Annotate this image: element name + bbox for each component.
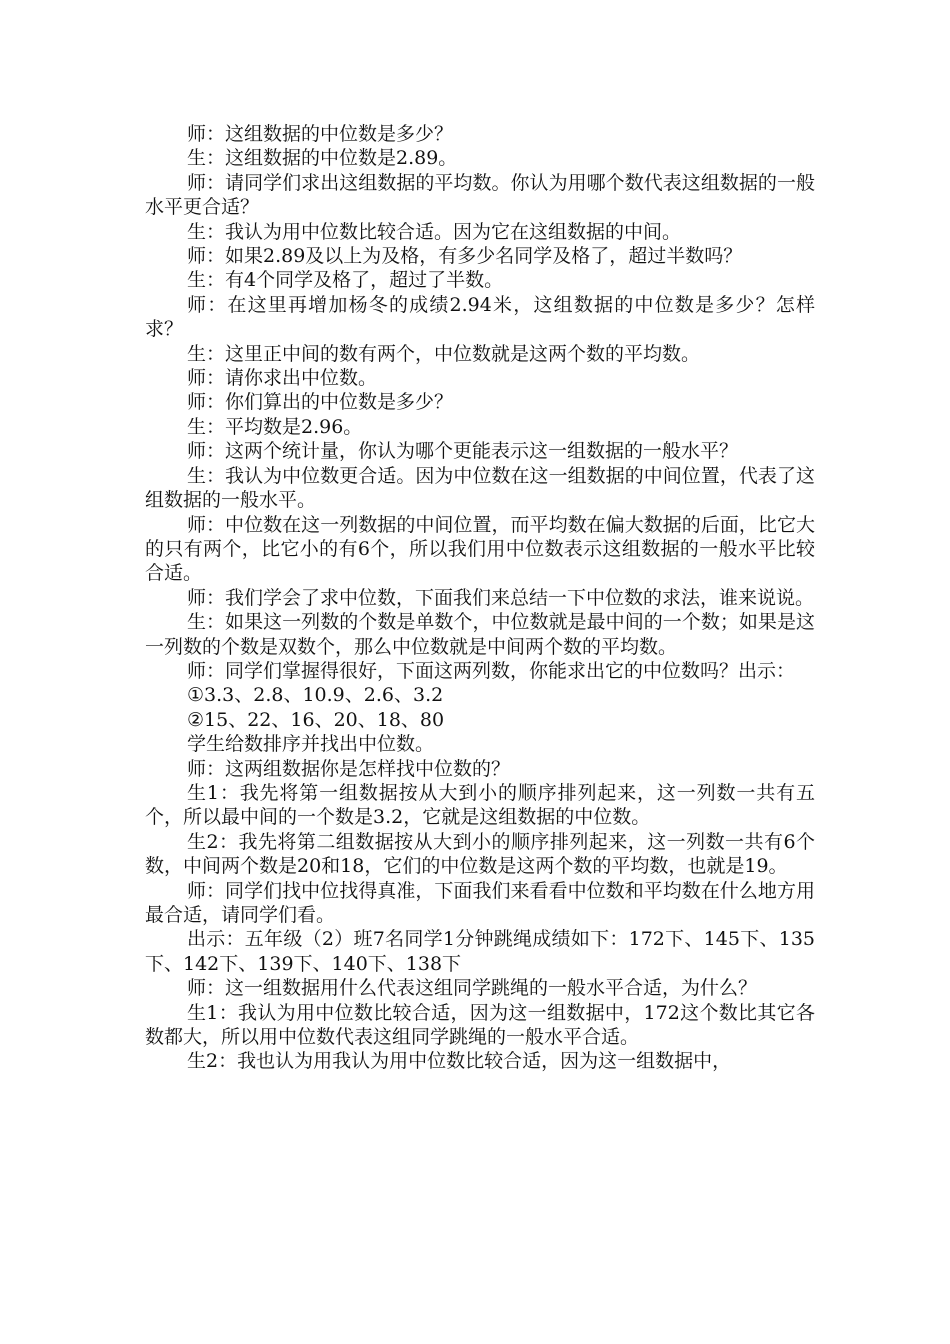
paragraph-student-compare: 生：我认为中位数更合适。因为中位数在这一组数据的中间位置，代表了这组数据的一般水平。 <box>145 464 815 512</box>
paragraph-teacher-explain: 师：中位数在这一列数据的中间位置，而平均数在偏大数据的后面，比它大的只有两个，比它小的有6个，所以我们用中位数表示这组数据的一般水平比较合适。 <box>145 513 815 585</box>
paragraph-teacher-how: 师：这两组数据你是怎样找中位数的？ <box>187 757 511 780</box>
paragraph-teacher-compare: 师：这两个统计量，你认为哪个更能表示这一组数据的一般水平？ <box>187 440 739 463</box>
paragraph-student1-method: 生1：我先将第一组数据按从大到小的顺序排列起来，这一列数一共有五个，所以最中间的一个数是3.2，它就是这组数据的中位数。 <box>145 781 815 829</box>
paragraph-teacher-add-score: 师：在这里再增加杨冬的成绩2.94米，这组数据的中位数是多少？怎样求？ <box>145 293 815 341</box>
paragraph-student2-method: 生2：我先将第二组数据按从大到小的顺序排列起来，这一列数一共有6个数，中间两个数是20和18，它们的中位数是这两个数的平均数，也就是19。 <box>145 830 815 878</box>
paragraph-teacher-ask-result: 师：你们算出的中位数是多少？ <box>187 391 454 414</box>
paragraph-student-two-middle: 生：这里正中间的数有两个，中位数就是这两个数的平均数。 <box>187 342 701 365</box>
exercise-list-2: ②15、22、16、20、18、80 <box>187 708 445 731</box>
document-body <box>145 122 815 1074</box>
paragraph-student2-jump-rope: 生2：我也认为用我认为用中位数比较合适，因为这一组数据中， <box>187 1050 732 1073</box>
paragraph-student-result: 生：平均数是2.96。 <box>187 415 363 438</box>
paragraph-teacher-praise: 师：同学们找中位找得真准，下面我们来看看中位数和平均数在什么地方用最合适，请同学们看。 <box>145 879 815 926</box>
paragraph-teacher-average: 师：请同学们求出这组数据的平均数。你认为用哪个数代表这组数据的一般水平更合适？ <box>145 171 815 219</box>
paragraph-teacher-summary: 师：我们学会了求中位数，下面我们来总结一下中位数的求法，谁来说说。 <box>187 586 815 609</box>
paragraph-teacher-question-median: 师：这组数据的中位数是多少？ <box>187 123 454 145</box>
paragraph-teacher-find-median: 师：请你求出中位数。 <box>187 367 378 390</box>
paragraph-jump-rope-data: 出示：五年级（2）班7名同学1分钟跳绳成绩如下：172下、145下、135下、142下、139下、140下、138下 <box>145 928 815 975</box>
paragraph-teacher-exercise: 师：同学们掌握得很好，下面这两列数，你能求出它的中位数吗？出示： <box>187 659 796 682</box>
paragraph-teacher-jump-rope: 师：这一组数据用什么代表这组同学跳绳的一般水平合适，为什么？ <box>187 977 758 1000</box>
paragraph-student1-jump-rope: 生1：我认为用中位数比较合适，因为这一组数据中，172这个数比其它各数都大，所以用中位数代表这组同学跳绳的一般水平合适。 <box>145 1001 815 1049</box>
paragraph-teacher-pass: 师：如果2.89及以上为及格，有多少名同学及格了，超过半数吗？ <box>187 245 743 268</box>
paragraph-student-summary: 生：如果这一列数的个数是单数个，中位数就是最中间的一个数；如果是这一列数的个数是双数个，那么中位数就是中间两个数的平均数。 <box>145 611 815 658</box>
paragraph-student-answer-median: 生：这组数据的中位数是2.89。 <box>187 147 458 170</box>
paragraph-student-pass: 生：有4个同学及格了，超过了半数。 <box>187 269 504 292</box>
paragraph-student-sort: 学生给数排序并找出中位数。 <box>187 733 435 756</box>
paragraph-student-median-suitable: 生：我认为用中位数比较合适。因为它在这组数据的中间。 <box>187 220 682 243</box>
exercise-list-1: ①3.3、2.8、10.9、2.6、3.2 <box>187 684 444 707</box>
